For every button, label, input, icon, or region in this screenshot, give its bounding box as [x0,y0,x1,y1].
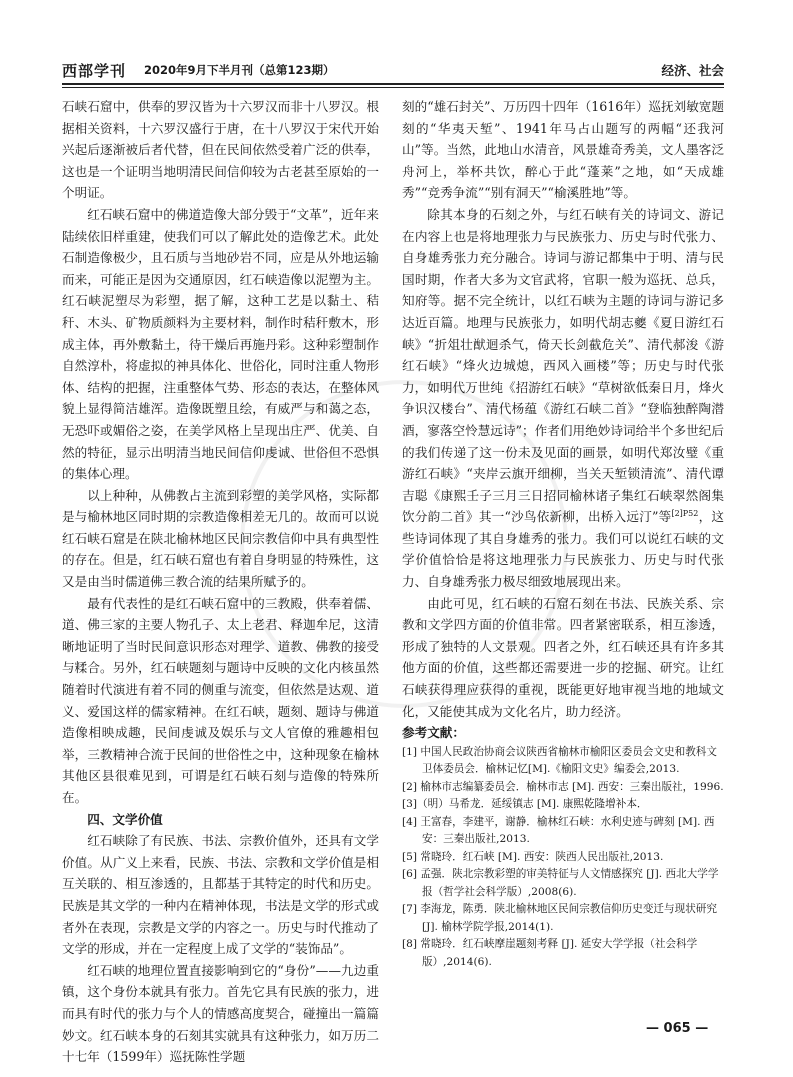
paragraph: 最有代表性的是红石峡石窟中的三教殿，供奉着儒、道、佛三家的主要人物孔子、太上老君、释迦牟尼，这清晰地证明了当时民间意识形态对理学、道教、佛教的接受与糅合。另外，红石峡题刻与题诗中反映的文化内核虽然随着时代演进有着不同的侧重与流变，但依然是达观、道义、爱国这样的儒家精神。在红石峡，题刻、题诗与佛道造像相映成趣，民间虔诚及娱乐与文人官僚的雅趣相包举，三教精神合流于民间的世俗性之中，这种现象在榆林其他区县很难见到，可谓是红石峡石刻与造像的特殊所在。 [62,595,379,805]
left-column [62,96,379,1068]
paragraph: 红石峡除了有民族、书法、宗教价值外，还具有文学价值。从广义上来看，民族、书法、宗教和文学价值是相互关联的、相互渗透的，且都基于其特定的时代和历史。民族是其文学的一种内在精神体现，书法是文学的形式或者外在表现，宗教是文学的内容之一。历史与时代推动了文学的形成，并在一定程度上成了文学的“装饰品”。 [62,833,379,957]
paragraph: 红石峡石窟中的佛道造像大部分毁于“文革”，近年来陆续依旧样重建，使我们可以了解此处的造像艺术。此处石制造像极少，且石质与当地砂岩不同，应是从外地运输而来，可能正是因为交通原因，红石峡造像以泥塑为主。红石峡泥塑尽为彩塑，据了解，这种工艺是以黏土、秸秆、木头、矿物质颜料为主要材料，制作时秸秆敷木，形成主体，再外敷黏土，待干燥后再施丹彩。这种彩塑制作自然淳朴，将虚拟的神具体化、世俗化，同时注重人物形体、结构的把握，注重整体气势、形态的表达，在整体风貌上显得简洁雄浑。造像既塑且绘，有威严与和蔼之态，无恐吓或媚俗之姿，在美学风格上呈现出庄严、优美、自然的特征，显示出明清当地民间信仰虔诚、世俗但不恐惧的集体心理。 [62,206,379,482]
reference-item: [3]（明）马希龙．延绥镇志 [M]. 康熙乾隆增补本． [402,798,648,811]
paragraph-text: ，这些诗词体现了其自身雄秀的张力。我们可以说红石峡的文学价值恰恰是将这地理张力与民族张力、历史与时代张力、自身雄秀张力极尽细致地展现出来。 [402,509,724,590]
reference-item: [8] 常晓玲．红石峡摩崖题刻考释 [J]. 延安大学学报（社会科学版）,2014(6). [402,938,698,968]
header-rule-thin [62,87,724,88]
reference-item: [7] 李海龙，陈勇．陕北榆林地区民间宗教信仰历史变迁与现状研究 [J]. 榆林学院学报,2014(1). [402,903,717,933]
paragraph [402,204,724,593]
references-title: 参考文献： [402,725,465,741]
reference-item: [1] 中国人民政治协商会议陕西省榆林市榆阳区委员会文史和教科文卫体委员会．榆林记忆[M].《榆阳文史》编委会,2013. [402,745,717,776]
reference-item: [5] 常晓玲．红石峡 [M]. 西安：陕西人民出版社,2013. [402,850,664,863]
paragraph: 以上种种，从佛教占主流到彩塑的美学风格，实际都是与榆林地区同时期的宗教造像相差无几的。故而可以说红石峡石窟是在陕北榆林地区民间宗教信仰中具有典型性的存在。但是，红石峡石窟也有着自身明显的特殊性，这又是由当时儒道佛三教合流的结果所赋予的。 [62,487,379,590]
page-header [62,60,724,82]
reference-item: [2] 榆林市志编纂委员会．榆林市志 [M]. 西安：三秦出版社，1996. [402,780,724,793]
right-column [402,96,724,971]
references-list [402,744,724,972]
section-heading: 四、文学价值 [87,811,163,827]
journal-issue-info: 2020年9月下半月刊（总第123期） [144,63,335,77]
paragraph: 由此可见，红石峡的石窟石刻在书法、民族关系、宗教和文学四方面的价值非常。四者紧密联系，相互渗透，形成了独特的人文景观。四者之外，红石峡还具有许多其他方面的价值，这些都还需要进一步的挖掘、研究。让红石峡获得理应获得的重视，既能更好地审视当地的地域文化，又能使其成为文化名片，助力经济。 [402,595,724,719]
citation-superscript: [2]P52 [671,509,699,519]
journal-logo: 西部学刊 [62,62,127,80]
header-rule-thick [62,83,724,85]
paragraph: 石峡石窟中，供奉的罗汉皆为十六罗汉而非十八罗汉。根据相关资料，十六罗汉盛行于唐，在十八罗汉于宋代开始兴起后逐渐被后者代替，但在民间依然受着广泛的供奉，这也是一个证明当地明清民间信仰较为古老甚至原始的一个明证。 [62,99,379,201]
paragraph-text: 除其本身的石刻之外，与红石峡有关的诗词文、游记在内容上也是将地理张力与民族张力、历史与时代张力、自身雄秀张力充分融合。诗词与游记都集中于明、清与民国时期，作者大多为文官武将，官职一般为巡抚、总兵，知府等。据不完全统计，以红石峡为主题的诗词与游记多达近百篇。地理与民族张力，如明代胡志夔《夏日游红石峡》“折俎壮猷迴杀气，倚天长剑截危关”、清代郝浚《游红石峡》“烽火边城熄，西风入画楼”等；历史与时代张力，如明代万世纯《招游红石峡》“草树欲低秦日月，烽火争识汉楼台”、清代杨蕴《游红石峡二首》“登临独醉陶潜酒，寥落空怜慧远诗”；作者们用绝妙诗词给半个多世纪后的我们传递了这一份未及见面的画景，如明代郑汝璧《重游红石峡》“夹岸云旗开细柳，当关天堑锁清流”、清代谭吉聪《康熙壬子三月三日招同榆林诸子集红石峡翠然阁集饮分韵二首》其一“沙鸟依新柳，出桥入远汀”等 [402,206,724,525]
section-name: 经济、社会 [661,63,724,78]
reference-item: [6] 孟强．陕北宗教彩塑的审美特征与人文情感探究 [J]. 西北大学学报（哲学社会科学版）,2008(6). [402,868,719,898]
reference-item: [4] 王富春，李建平，谢静．榆林红石峡：水利史迹与碑刻 [M]. 西安：三秦出版社,2013. [402,815,715,846]
paragraph: 红石峡的地理位置直接影响到它的“身份”——九边重镇，这个身份本就具有张力。首先它具有民族的张力，进而具有时代的张力与个人的情感高度契合，碰撞出一篇篇妙文。红石峡本身的石刻其实就具有这种张力，如万历二十七年（1599年）巡抚陈性学题 [62,962,379,1065]
paragraph: 刻的“雄石封关”、万历四十四年（1616年）巡抚刘敏宽题刻的“华夷天堑”、1941年马占山题写的两幅“还我河山”等。当然，此地山水清音，风景雄奇秀美，文人墨客泛舟河上，举杯共饮，醉心于此“蓬莱”之地，如“天成雄秀”“竞秀争流”“别有洞天”“榆溪胜地”等。 [402,99,724,201]
page-number: — 065 — [646,1021,709,1036]
